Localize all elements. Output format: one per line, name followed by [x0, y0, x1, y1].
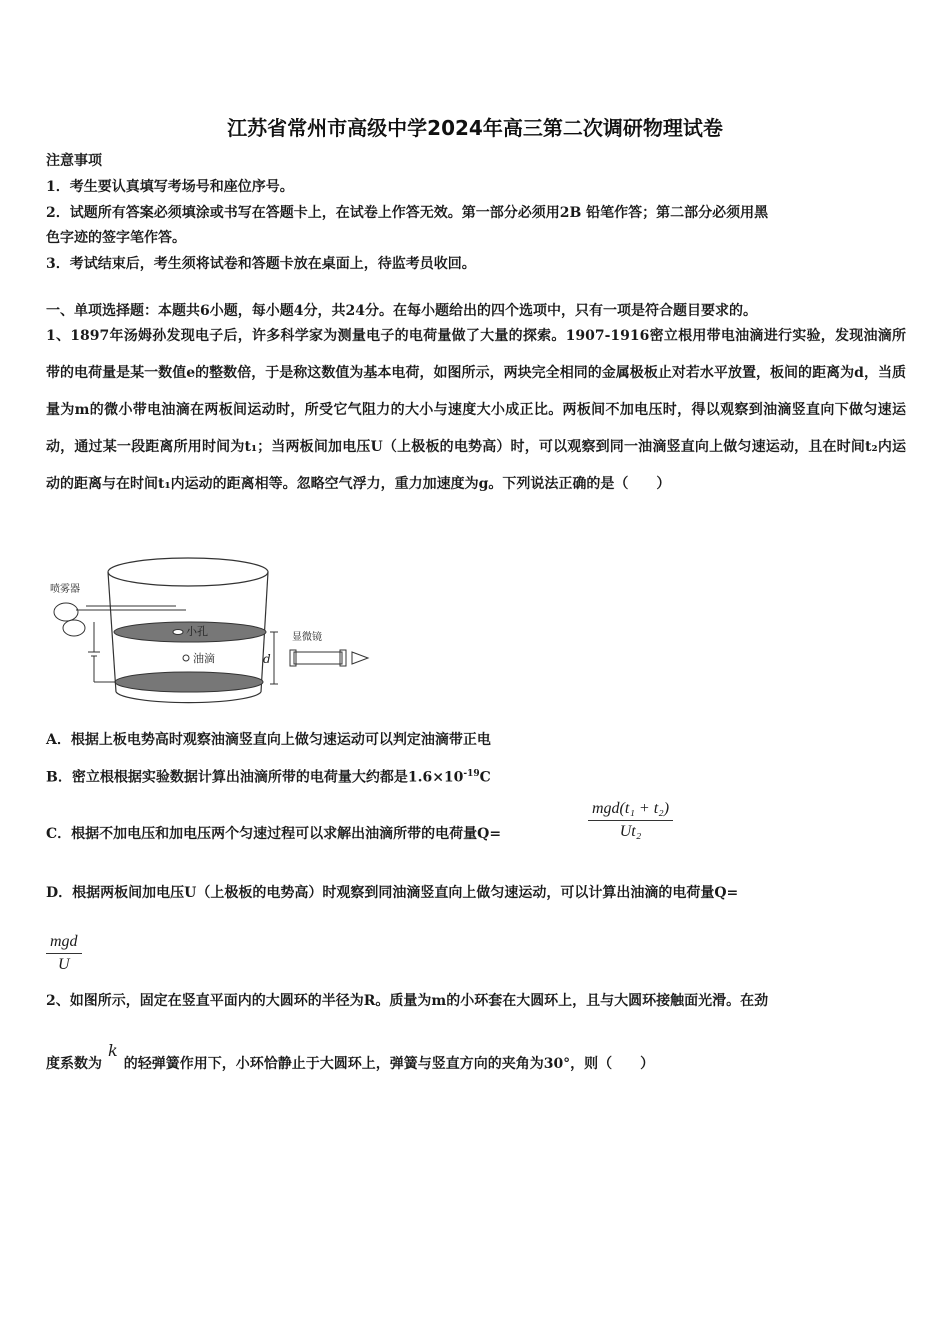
question-1-stem: 1、1897年汤姆孙发现电子后，许多科学家为测量电子的电荷量做了大量的探索。1907-1916密立根用带电油滴进行实验，发现油滴所带的电荷量是某一数值e的整数倍，于是称这数值为基本电荷，如图所示，两块完全相同的金属极板止对若水平放置，板间的距离为d，当质量为m的微小带电油滴在两板间运动时，所受它气阻力的大小与速度大小成正比。两板间不加电压时，得以观察到油滴竖直向下做匀速运动，通过某一段距离所用时间为t₁；当两板间加电压U（上极板的电势高）时，可以观察到同一油滴竖直向上做匀速运动，且在时间t₂内运动的距离与在时间t₁内运动的距离相等。忽略空气浮力，重力加速度为g。下列说法正确的是（ ） [46, 328, 906, 492]
option-c-numerator: mgd(t₁ + t₂) [592, 800, 670, 817]
microscope-icon [290, 630, 368, 666]
notice-item-3: 3．考试结束后，考生须将试卷和答题卡放在桌面上，待监考员收回。 [46, 256, 476, 272]
option-b-unit: C [479, 769, 491, 786]
figure-label-hole: 小孔 [186, 625, 208, 638]
spring-constant-k: k [108, 1041, 118, 1060]
option-d-denominator: U [58, 956, 70, 973]
notice-heading: 注意事项 [46, 153, 102, 169]
question-2-line-2 [46, 1041, 904, 1073]
figure-label-sprayer: 喷雾器 [50, 584, 80, 595]
question-2-text-a: 度系数为 [46, 1056, 102, 1072]
option-b-exponent: -19 [463, 769, 480, 779]
option-c-denominator: Ut₂ [619, 823, 642, 840]
option-c: C．根据不加电压和加电压两个匀速过程可以求解出油滴所带的电荷量Q= [46, 826, 502, 842]
question-2-text-b: 的轻弹簧作用下，小环恰静止于大圆环上，弹簧与竖直方向的夹角为30°，则（ ） [123, 1056, 655, 1072]
option-b [46, 765, 904, 787]
option-d-formula [46, 933, 82, 974]
figure-label-drop: 油滴 [193, 652, 215, 665]
option-d-numerator: mgd [50, 933, 78, 950]
question-2-line-1: 2、如图所示，固定在竖直平面内的大圆环的半径为R。质量为m的小环套在大圆环上，且与大圆环接触面光滑。在劲 [46, 993, 769, 1009]
figure-label-microscope: 显微镜 [292, 632, 322, 643]
option-a: A．根据上板电势高时观察油滴竖直向上做匀速运动可以判定油滴带正电 [46, 732, 491, 748]
oil-drop-apparatus-figure [46, 552, 376, 712]
notice-item-2-cont: 色字迹的签字笔作答。 [46, 230, 186, 246]
option-b-text: B．密立根根据实验数据计算出油滴所带的电荷量大约都是1.6×10 [46, 769, 464, 786]
option-d: D．根据两板间加电压U（上极板的电势高）时观察到同油滴竖直向上做匀速运动，可以计算出油滴的电荷量Q= [46, 885, 739, 901]
section-heading: 一、单项选择题：本题共6小题，每小题4分，共24分。在每小题给出的四个选项中，只有一项是符合题目要求的。 [46, 303, 757, 319]
notice-item-2: 2．试题所有答案必须填涂或书写在答题卡上，在试卷上作答无效。第一部分必须用2B 铅笔作答；第二部分必须用黑 [46, 205, 769, 221]
page-title: 江苏省常州市高级中学2024年高三第二次调研物理试卷 [227, 116, 723, 140]
option-c-formula [588, 800, 673, 841]
notice-item-1: 1．考生要认真填写考场号和座位序号。 [46, 179, 294, 195]
figure-label-d: d [263, 652, 271, 666]
